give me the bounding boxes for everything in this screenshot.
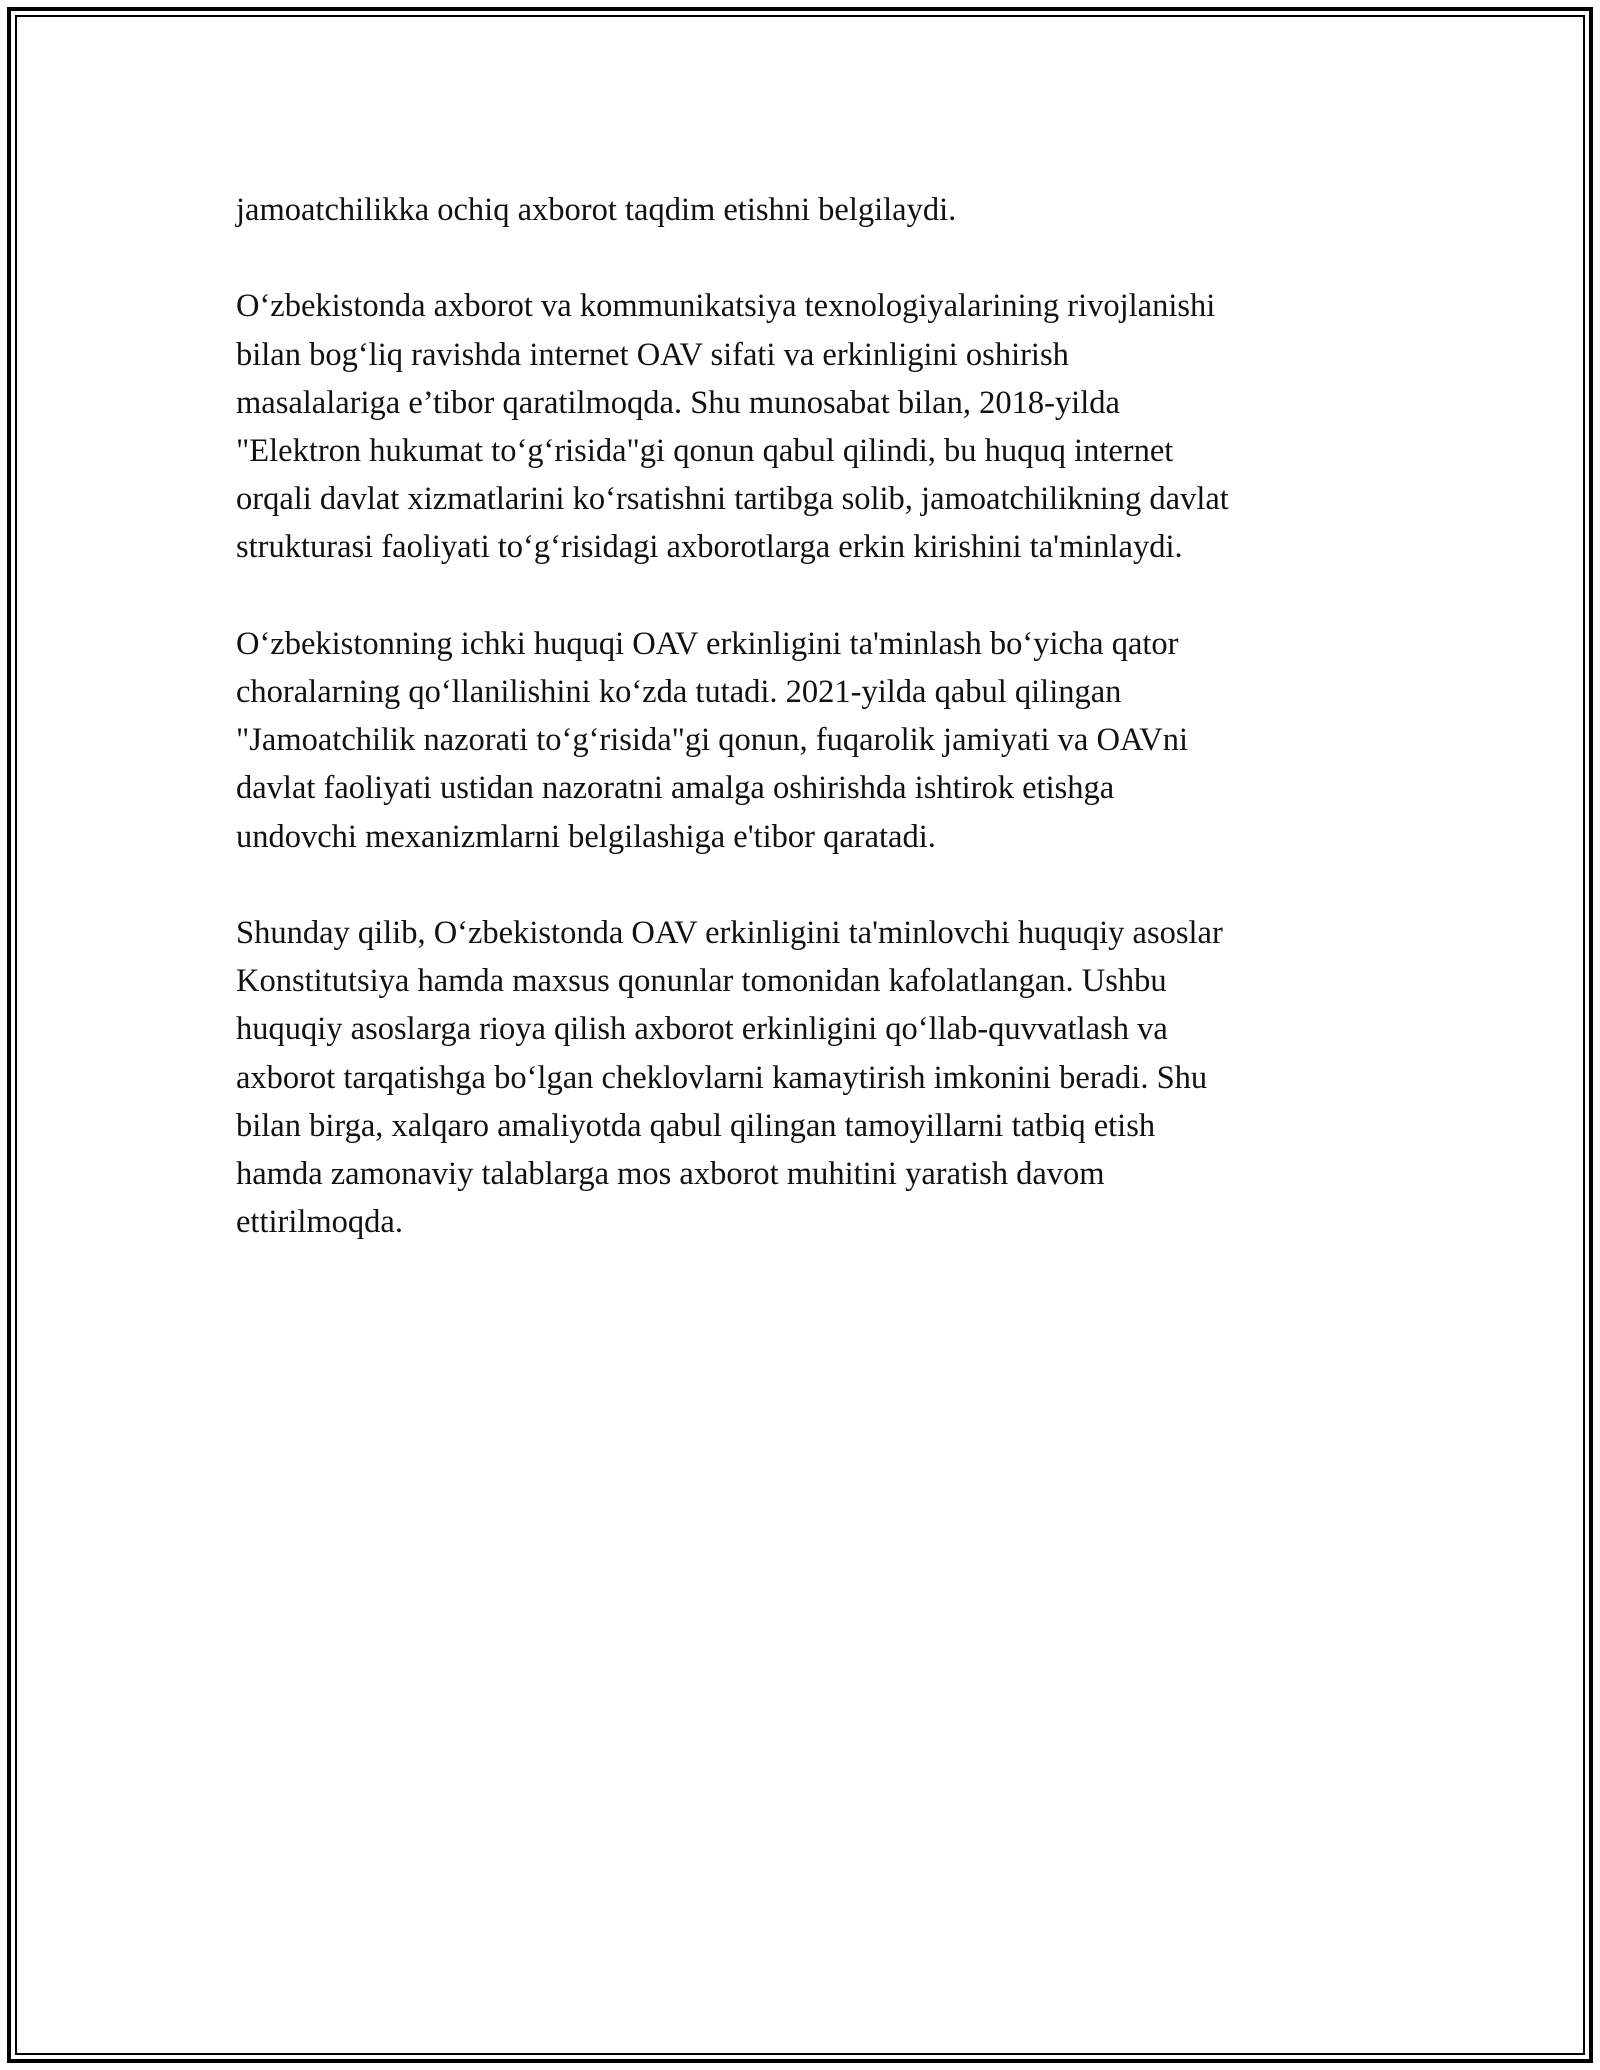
text-line: Shunday qilib, O‘zbekistonda OAV erkinligini ta'minlovchi huquqiy asoslar — [236, 915, 1223, 951]
text-line: Konstitutsiya hamda maxsus qonunlar tomonidan kafolatlangan. Ushbu — [236, 963, 1167, 1000]
text-line: huquqiy asoslarga rioya qilish axborot erkinligini qo‘llab-quvvatlash va — [236, 1011, 1168, 1048]
text-line: bilan birga, xalqaro amaliyotda qabul qilingan tamoyillarni tatbiq etish — [236, 1107, 1156, 1144]
text-line: O‘zbekistonda axborot va kommunikatsiya texnologiyalarining rivojlanishi — [236, 288, 1216, 325]
text-line: masalalariga e’tibor qaratilmoqda. Shu munosabat bilan, 2018-yilda — [236, 384, 1120, 421]
text-line: "Elektron hukumat to‘g‘risida"gi qonun qabul qilindi, bu huquq internet — [236, 433, 1174, 469]
text-line: orqali davlat xizmatlarini ko‘rsatishni tartibga solib, jamoatchilikning davlat — [236, 481, 1229, 518]
text-line: hamda zamonaviy talablarga mos axborot muhitini yaratish davom — [236, 1156, 1105, 1193]
text-line: O‘zbekistonning ichki huquqi OAV erkinligini ta'minlash bo‘yicha qator — [236, 625, 1179, 662]
paragraph-3 — [236, 620, 1386, 861]
text-line: bilan bog‘liq ravishda internet OAV sifati va erkinligini oshirish — [236, 336, 1069, 373]
paragraph-4 — [236, 909, 1386, 1246]
text-line: axborot tarqatishga bo‘lgan cheklovlarni kamaytirish imkonini beradi. Shu — [236, 1059, 1208, 1096]
text-line: ettirilmoqda. — [236, 1204, 403, 1241]
document-body — [236, 186, 1386, 1295]
text-line: strukturasi faoliyati to‘g‘risidagi axborotlarga erkin kirishini ta'minlaydi. — [236, 529, 1183, 566]
text-line: davlat faoliyati ustidan nazoratni amalga oshirishda ishtirok etishga — [236, 770, 1115, 807]
text-line: choralarning qo‘llanilishini ko‘zda tutadi. 2021-yilda qabul qilingan — [236, 674, 1122, 710]
text-line: "Jamoatchilik nazorati to‘g‘risida"gi qonun, fuqarolik jamiyati va OAVni — [236, 722, 1188, 759]
text-line: jamoatchilikka ochiq axborot taqdim etishni belgilaydi. — [236, 192, 957, 228]
paragraph-2 — [236, 282, 1386, 571]
text-line: undovchi mexanizmlarni belgilashiga e'tibor qaratadi. — [236, 818, 936, 855]
paragraph-1 — [236, 186, 1386, 234]
